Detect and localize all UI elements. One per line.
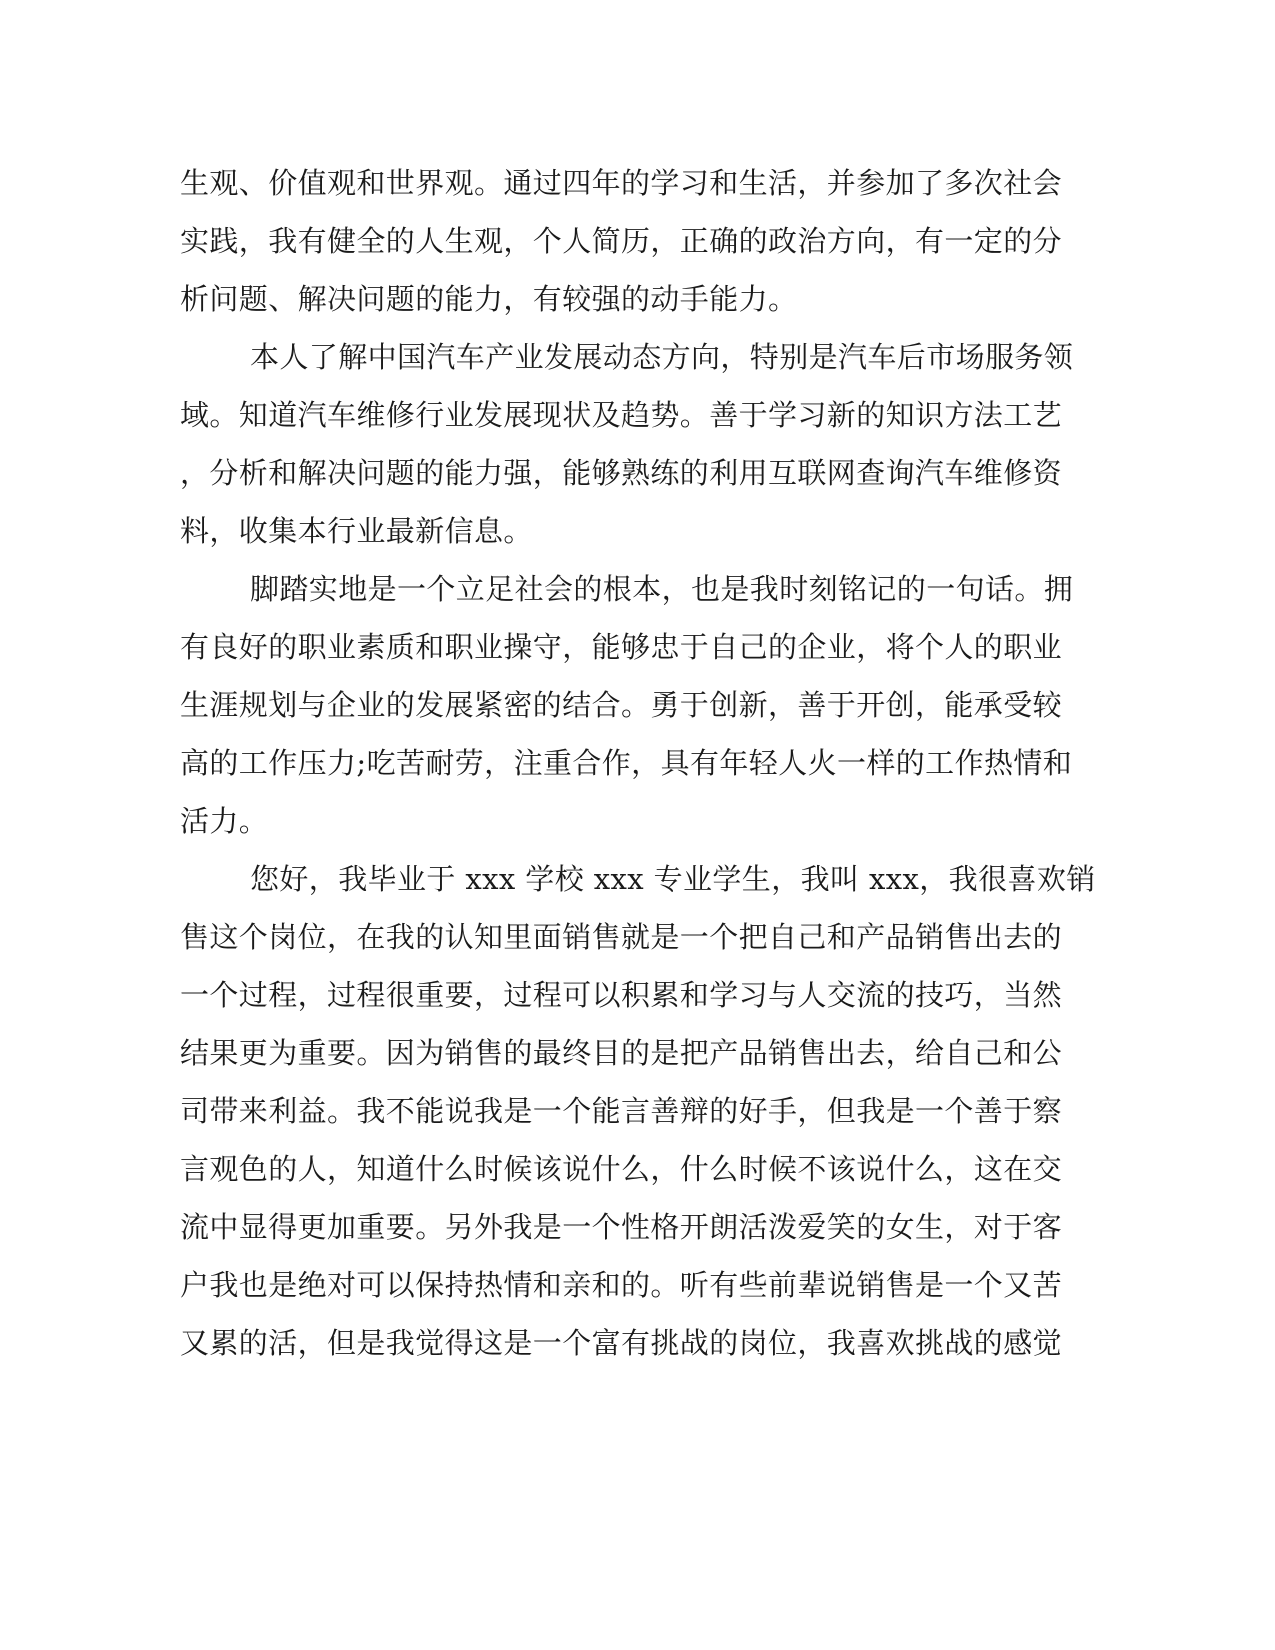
text-line: 一个过程，过程很重要，过程可以积累和学习与人交流的技巧，当然: [180, 978, 1063, 1012]
text-line: 实践，我有健全的人生观，个人简历，正确的政治方向，有一定的分: [180, 224, 1063, 258]
text-line: 脚踏实地是一个立足社会的根本，也是我时刻铭记的一句话。拥: [250, 572, 1074, 606]
text-line: 本人了解中国汽车产业发展动态方向，特别是汽车后市场服务领: [250, 340, 1074, 374]
text-line: 又累的活，但是我觉得这是一个富有挑战的岗位，我喜欢挑战的感觉: [180, 1326, 1063, 1360]
text-line: 高的工作压力;吃苦耐劳，注重合作，具有年轻人火一样的工作热情和: [180, 746, 1073, 780]
text-line: 有良好的职业素质和职业操守，能够忠于自己的企业，将个人的职业: [180, 630, 1063, 664]
text-line: 言观色的人，知道什么时候该说什么，什么时候不该说什么，这在交: [180, 1152, 1063, 1186]
text-line: 流中显得更加重要。另外我是一个性格开朗活泼爱笑的女生，对于客: [180, 1210, 1063, 1244]
text-line: 结果更为重要。因为销售的最终目的是把产品销售出去，给自己和公: [180, 1036, 1063, 1070]
text-line: 域。知道汽车维修行业发展现状及趋势。善于学习新的知识方法工艺: [180, 398, 1063, 432]
text-line: 司带来利益。我不能说我是一个能言善辩的好手，但我是一个善于察: [180, 1094, 1063, 1128]
text-line: 您好，我毕业于 xxx 学校 xxx 专业学生，我叫 xxx，我很喜欢销: [250, 862, 1096, 896]
text-line: 析问题、解决问题的能力，有较强的动手能力。: [180, 282, 798, 316]
text-line: 料，收集本行业最新信息。: [180, 514, 533, 548]
text-line: 生涯规划与企业的发展紧密的结合。勇于创新，善于开创，能承受较: [180, 688, 1063, 722]
text-line: 户我也是绝对可以保持热情和亲和的。听有些前辈说销售是一个又苦: [180, 1268, 1063, 1302]
text-line: 售这个岗位，在我的认知里面销售就是一个把自己和产品销售出去的: [180, 920, 1063, 954]
text-line: 活力。: [180, 804, 269, 838]
text-line: ，分析和解决问题的能力强，能够熟练的利用互联网查询汽车维修资: [180, 456, 1063, 490]
text-line: 生观、价值观和世界观。通过四年的学习和生活，并参加了多次社会: [180, 166, 1063, 200]
